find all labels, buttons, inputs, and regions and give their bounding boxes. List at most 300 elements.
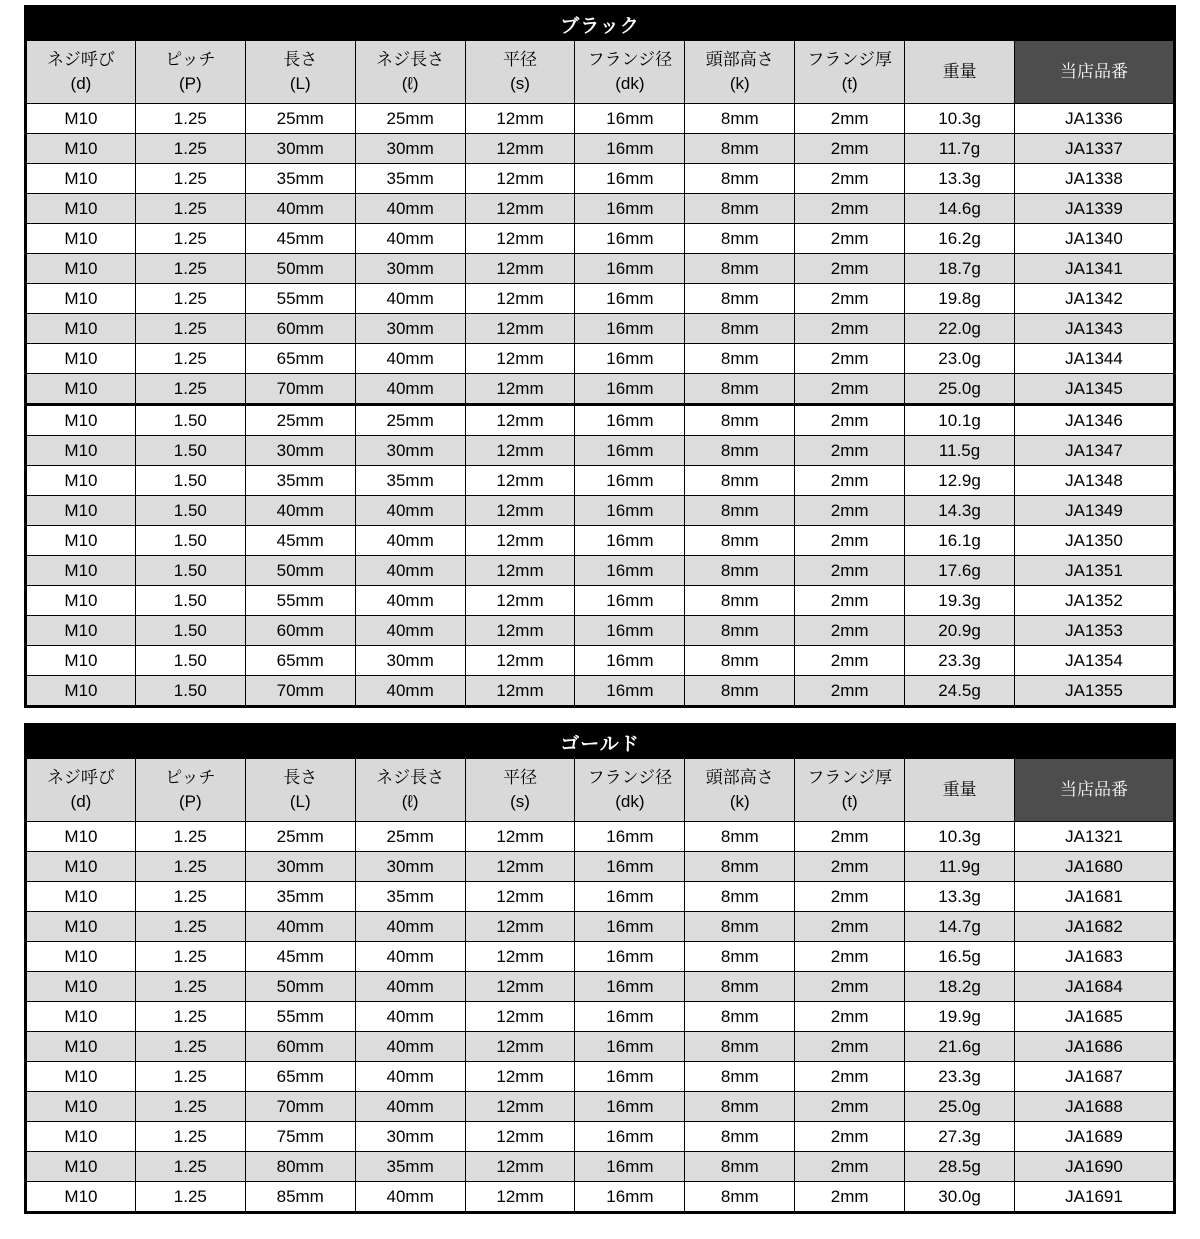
table-cell: 70mm [245, 1092, 355, 1122]
header-row [26, 759, 1175, 822]
table-cell: 40mm [245, 194, 355, 224]
table-cell: 30mm [245, 852, 355, 882]
table-cell: JA1690 [1015, 1152, 1175, 1182]
column-header-label: 当店品番 [1060, 780, 1128, 799]
table-cell: 1.50 [135, 616, 245, 646]
table-cell: JA1321 [1015, 822, 1175, 852]
table-cell: 8mm [685, 466, 795, 496]
column-header-label: 頭部高さ [705, 768, 774, 787]
table-cell: M10 [26, 1002, 136, 1032]
table-cell: 30.0g [905, 1182, 1015, 1213]
table-cell: 22.0g [905, 314, 1015, 344]
table-cell: 12mm [465, 1002, 575, 1032]
table-cell: 55mm [245, 1002, 355, 1032]
table-cell: 2mm [795, 882, 905, 912]
table-cell: 1.25 [135, 882, 245, 912]
table-cell: 12mm [465, 882, 575, 912]
table-cell: 12mm [465, 556, 575, 586]
table-cell: 2mm [795, 104, 905, 134]
table-cell: M10 [26, 556, 136, 586]
table-cell: 12mm [465, 972, 575, 1002]
table-cell: 65mm [245, 646, 355, 676]
table-cell: 1.25 [135, 1182, 245, 1213]
table-cell: 1.50 [135, 586, 245, 616]
table-cell: 2mm [795, 254, 905, 284]
table-cell: 25mm [355, 405, 465, 436]
column-header-symbol: (s) [510, 74, 530, 93]
header-row [26, 41, 1175, 104]
table-cell: 12mm [465, 374, 575, 405]
table-row [26, 104, 1175, 134]
table-cell: JA1680 [1015, 852, 1175, 882]
table-cell: 14.7g [905, 912, 1015, 942]
column-header [355, 41, 465, 104]
table-cell: 8mm [685, 496, 795, 526]
table-cell: 40mm [355, 556, 465, 586]
table-cell: 19.8g [905, 284, 1015, 314]
table-title: ゴールド [26, 725, 1175, 759]
table-cell: 13.3g [905, 164, 1015, 194]
table-cell: 2mm [795, 556, 905, 586]
table-cell: 8mm [685, 284, 795, 314]
column-header [26, 41, 136, 104]
table-cell: 40mm [355, 344, 465, 374]
column-header-symbol: (s) [510, 792, 530, 811]
table-row [26, 284, 1175, 314]
column-header [795, 41, 905, 104]
table-cell: 2mm [795, 616, 905, 646]
table-row [26, 1062, 1175, 1092]
table-cell: 1.25 [135, 1002, 245, 1032]
table-cell: 2mm [795, 374, 905, 405]
table-cell: 30mm [355, 134, 465, 164]
table-cell: 2mm [795, 852, 905, 882]
table-cell: 12mm [465, 1092, 575, 1122]
table-cell: M10 [26, 496, 136, 526]
table-cell: 30mm [355, 646, 465, 676]
table-cell: 1.25 [135, 314, 245, 344]
table-cell: M10 [26, 942, 136, 972]
table-cell: 12mm [465, 436, 575, 466]
table-cell: M10 [26, 646, 136, 676]
table-cell: 35mm [245, 164, 355, 194]
table-cell: 12mm [465, 104, 575, 134]
table-cell: 23.0g [905, 344, 1015, 374]
table-cell: 60mm [245, 1032, 355, 1062]
column-header-symbol: (d) [70, 792, 92, 811]
table-cell: M10 [26, 882, 136, 912]
table-cell: 2mm [795, 1062, 905, 1092]
table-cell: 1.25 [135, 1092, 245, 1122]
table-cell: M10 [26, 1092, 136, 1122]
table-cell: 25mm [245, 405, 355, 436]
table-cell: 1.25 [135, 224, 245, 254]
table-row [26, 1152, 1175, 1182]
table-cell: 80mm [245, 1152, 355, 1182]
column-header-label: 平径 [503, 768, 537, 787]
table-cell: 12mm [465, 942, 575, 972]
table-cell: 1.50 [135, 466, 245, 496]
table-cell: 70mm [245, 676, 355, 707]
table-cell: 40mm [355, 1002, 465, 1032]
table-cell: 25.0g [905, 374, 1015, 405]
table-title: ブラック [26, 7, 1175, 41]
column-header-symbol: (k) [729, 792, 750, 811]
table-cell: 40mm [355, 224, 465, 254]
table-cell: 8mm [685, 344, 795, 374]
table-cell: 16mm [575, 646, 685, 676]
column-header [135, 41, 245, 104]
table-cell: M10 [26, 1122, 136, 1152]
column-header [245, 41, 355, 104]
table-cell: JA1344 [1015, 344, 1175, 374]
table-cell: 65mm [245, 1062, 355, 1092]
table-cell: 85mm [245, 1182, 355, 1213]
table-cell: JA1682 [1015, 912, 1175, 942]
table-cell: 40mm [355, 942, 465, 972]
table-cell: 12mm [465, 1122, 575, 1152]
column-header [465, 41, 575, 104]
table-row [26, 852, 1175, 882]
table-row [26, 496, 1175, 526]
table-cell: 60mm [245, 616, 355, 646]
column-header-symbol: (k) [729, 74, 750, 93]
table-cell: 16mm [575, 496, 685, 526]
table-cell: 1.25 [135, 164, 245, 194]
column-header-symbol: (t) [841, 74, 858, 93]
table-cell: 17.6g [905, 556, 1015, 586]
table-cell: 8mm [685, 882, 795, 912]
table-cell: M10 [26, 374, 136, 405]
table-cell: 16mm [575, 822, 685, 852]
table-cell: 27.3g [905, 1122, 1015, 1152]
table-cell: 2mm [795, 194, 905, 224]
table-cell: 50mm [245, 972, 355, 1002]
table-row [26, 676, 1175, 707]
table-cell: 16mm [575, 912, 685, 942]
table-cell: 40mm [355, 496, 465, 526]
table-cell: 8mm [685, 374, 795, 405]
column-header [575, 41, 685, 104]
table-cell: 12mm [465, 496, 575, 526]
table-cell: M10 [26, 254, 136, 284]
table-cell: 2mm [795, 314, 905, 344]
table-cell: 8mm [685, 972, 795, 1002]
table-cell: 16mm [575, 1032, 685, 1062]
table-cell: 12mm [465, 1152, 575, 1182]
table-cell: JA1342 [1015, 284, 1175, 314]
table-cell: JA1348 [1015, 466, 1175, 496]
table-cell: JA1349 [1015, 496, 1175, 526]
table-cell: 8mm [685, 1092, 795, 1122]
table-cell: 1.50 [135, 676, 245, 707]
table-cell: 55mm [245, 586, 355, 616]
table-cell: 2mm [795, 1182, 905, 1213]
table-cell: 12mm [465, 1182, 575, 1213]
table-cell: 8mm [685, 526, 795, 556]
table-cell: 16mm [575, 526, 685, 556]
table-cell: JA1350 [1015, 526, 1175, 556]
table-cell: 12mm [465, 194, 575, 224]
table-cell: 35mm [355, 164, 465, 194]
table-cell: 1.25 [135, 284, 245, 314]
table-cell: 8mm [685, 912, 795, 942]
table-row [26, 942, 1175, 972]
table-cell: 11.7g [905, 134, 1015, 164]
table-cell: 25mm [355, 822, 465, 852]
table-cell: 16mm [575, 194, 685, 224]
table-cell: 2mm [795, 1032, 905, 1062]
column-header-label: ネジ呼び [46, 768, 115, 787]
table-cell: 35mm [245, 882, 355, 912]
table-row [26, 882, 1175, 912]
table-cell: 8mm [685, 194, 795, 224]
table-cell: 10.1g [905, 405, 1015, 436]
table-cell: 16mm [575, 972, 685, 1002]
table-cell: 2mm [795, 466, 905, 496]
table-cell: JA1681 [1015, 882, 1175, 912]
table-cell: 12mm [465, 1062, 575, 1092]
table-cell: JA1684 [1015, 972, 1175, 1002]
table-cell: M10 [26, 852, 136, 882]
table-cell: 40mm [355, 1092, 465, 1122]
column-header-label: フランジ厚 [807, 50, 892, 69]
column-header-label: 当店品番 [1060, 62, 1128, 81]
table-cell: 1.50 [135, 496, 245, 526]
column-header-label: フランジ厚 [807, 768, 892, 787]
table-cell: 23.3g [905, 1062, 1015, 1092]
table-cell: 1.25 [135, 1122, 245, 1152]
table-cell: 16mm [575, 284, 685, 314]
table-cell: 16mm [575, 436, 685, 466]
table-cell: JA1687 [1015, 1062, 1175, 1092]
table-cell: 12mm [465, 526, 575, 556]
table-cell: 1.50 [135, 436, 245, 466]
table-cell: 55mm [245, 284, 355, 314]
table-cell: 40mm [355, 194, 465, 224]
table-row [26, 344, 1175, 374]
table-cell: 16mm [575, 374, 685, 405]
table-cell: 16mm [575, 1122, 685, 1152]
table-cell: 2mm [795, 586, 905, 616]
column-header [905, 759, 1015, 822]
table-cell: 1.50 [135, 405, 245, 436]
table-cell: M10 [26, 526, 136, 556]
column-header-symbol: (L) [289, 74, 311, 93]
table-cell: 8mm [685, 224, 795, 254]
table-cell: 8mm [685, 852, 795, 882]
table-cell: 1.25 [135, 942, 245, 972]
table-cell: 2mm [795, 164, 905, 194]
table-cell: 45mm [245, 942, 355, 972]
table-cell: 8mm [685, 822, 795, 852]
table-row [26, 1182, 1175, 1213]
table-cell: M10 [26, 436, 136, 466]
table-cell: 12.9g [905, 466, 1015, 496]
table-cell: JA1683 [1015, 942, 1175, 972]
table-row [26, 224, 1175, 254]
column-header-symbol: (ℓ) [401, 792, 419, 811]
table-cell: 1.50 [135, 556, 245, 586]
spec-table [24, 723, 1176, 1214]
column-header-symbol: (t) [841, 792, 858, 811]
table-cell: JA1345 [1015, 374, 1175, 405]
table-row [26, 374, 1175, 405]
table-cell: 2mm [795, 1002, 905, 1032]
column-header-label: 長さ [283, 50, 318, 69]
column-header [26, 759, 136, 822]
column-header-symbol: (dk) [615, 792, 645, 811]
table-cell: M10 [26, 676, 136, 707]
column-header [795, 759, 905, 822]
table-cell: 20.9g [905, 616, 1015, 646]
table-row [26, 436, 1175, 466]
table-cell: 16mm [575, 942, 685, 972]
column-header [1015, 759, 1175, 822]
table-cell: 35mm [355, 882, 465, 912]
table-cell: 2mm [795, 224, 905, 254]
table-cell: 1.25 [135, 972, 245, 1002]
table-cell: 8mm [685, 104, 795, 134]
table-cell: 16mm [575, 164, 685, 194]
table-cell: 16mm [575, 1092, 685, 1122]
table-cell: 16mm [575, 224, 685, 254]
table-cell: JA1354 [1015, 646, 1175, 676]
column-header-label: フランジ径 [587, 768, 673, 787]
table-cell: M10 [26, 616, 136, 646]
table-cell: 30mm [245, 436, 355, 466]
table-cell: 35mm [355, 466, 465, 496]
table-cell: 2mm [795, 822, 905, 852]
table-cell: 1.25 [135, 104, 245, 134]
table-cell: 16mm [575, 556, 685, 586]
table-row [26, 194, 1175, 224]
table-cell: 21.6g [905, 1032, 1015, 1062]
table-cell: 10.3g [905, 822, 1015, 852]
table-cell: 1.50 [135, 646, 245, 676]
table-cell: 16mm [575, 616, 685, 646]
table-cell: 16mm [575, 1002, 685, 1032]
table-cell: 11.5g [905, 436, 1015, 466]
table-cell: 16.1g [905, 526, 1015, 556]
table-cell: M10 [26, 314, 136, 344]
table-cell: 40mm [355, 1032, 465, 1062]
table-cell: 12mm [465, 822, 575, 852]
table-cell: 24.5g [905, 676, 1015, 707]
table-cell: 18.7g [905, 254, 1015, 284]
table-cell: 16mm [575, 254, 685, 284]
table-cell: 16mm [575, 586, 685, 616]
table-cell: 2mm [795, 496, 905, 526]
table-cell: 35mm [245, 466, 355, 496]
table-cell: M10 [26, 1182, 136, 1213]
column-header [355, 759, 465, 822]
column-header [465, 759, 575, 822]
table-cell: 8mm [685, 164, 795, 194]
table-cell: JA1685 [1015, 1002, 1175, 1032]
table-cell: 16mm [575, 1062, 685, 1092]
column-header-symbol: (d) [70, 74, 92, 93]
table-cell: JA1338 [1015, 164, 1175, 194]
column-header [1015, 41, 1175, 104]
table-row [26, 822, 1175, 852]
gold-spec-table-section [24, 723, 1176, 1214]
table-row [26, 254, 1175, 284]
table-cell: 30mm [355, 254, 465, 284]
column-header-label: ピッチ [165, 768, 216, 787]
table-cell: 2mm [795, 1152, 905, 1182]
column-header-label: ピッチ [165, 50, 216, 69]
table-cell: 16mm [575, 852, 685, 882]
table-cell: JA1339 [1015, 194, 1175, 224]
table-cell: JA1689 [1015, 1122, 1175, 1152]
table-cell: 19.3g [905, 586, 1015, 616]
column-header-label: 頭部高さ [705, 50, 774, 69]
table-cell: 40mm [355, 616, 465, 646]
table-cell: M10 [26, 405, 136, 436]
table-row [26, 466, 1175, 496]
column-header-symbol: (L) [289, 792, 311, 811]
table-cell: 12mm [465, 314, 575, 344]
table-cell: 8mm [685, 134, 795, 164]
table-cell: 30mm [355, 852, 465, 882]
table-cell: 40mm [355, 972, 465, 1002]
table-cell: 12mm [465, 852, 575, 882]
table-cell: JA1343 [1015, 314, 1175, 344]
table-cell: JA1351 [1015, 556, 1175, 586]
spec-table [24, 5, 1176, 708]
table-cell: JA1340 [1015, 224, 1175, 254]
table-cell: 8mm [685, 676, 795, 707]
table-cell: M10 [26, 344, 136, 374]
column-header-symbol: (dk) [615, 74, 645, 93]
table-cell: 16mm [575, 134, 685, 164]
table-cell: 2mm [795, 676, 905, 707]
table-cell: 14.3g [905, 496, 1015, 526]
table-cell: M10 [26, 134, 136, 164]
column-header [905, 41, 1015, 104]
table-cell: 8mm [685, 586, 795, 616]
table-cell: 40mm [355, 374, 465, 405]
table-cell: 1.25 [135, 1032, 245, 1062]
table-cell: 12mm [465, 586, 575, 616]
table-cell: 2mm [795, 526, 905, 556]
table-cell: M10 [26, 284, 136, 314]
table-cell: 12mm [465, 284, 575, 314]
table-cell: JA1688 [1015, 1092, 1175, 1122]
table-cell: 11.9g [905, 852, 1015, 882]
table-cell: M10 [26, 1062, 136, 1092]
column-header-symbol: (ℓ) [401, 74, 419, 93]
table-cell: 40mm [355, 586, 465, 616]
table-cell: 16mm [575, 104, 685, 134]
table-cell: 2mm [795, 942, 905, 972]
table-cell: 16mm [575, 405, 685, 436]
table-row [26, 1032, 1175, 1062]
table-row [26, 405, 1175, 436]
table-cell: 40mm [355, 1182, 465, 1213]
table-cell: 25mm [245, 104, 355, 134]
table-cell: M10 [26, 164, 136, 194]
table-cell: 50mm [245, 254, 355, 284]
column-header [685, 41, 795, 104]
column-header [135, 759, 245, 822]
black-spec-table-section [24, 5, 1176, 708]
table-cell: 19.9g [905, 1002, 1015, 1032]
table-cell: M10 [26, 912, 136, 942]
table-cell: 25.0g [905, 1092, 1015, 1122]
table-cell: 16mm [575, 344, 685, 374]
